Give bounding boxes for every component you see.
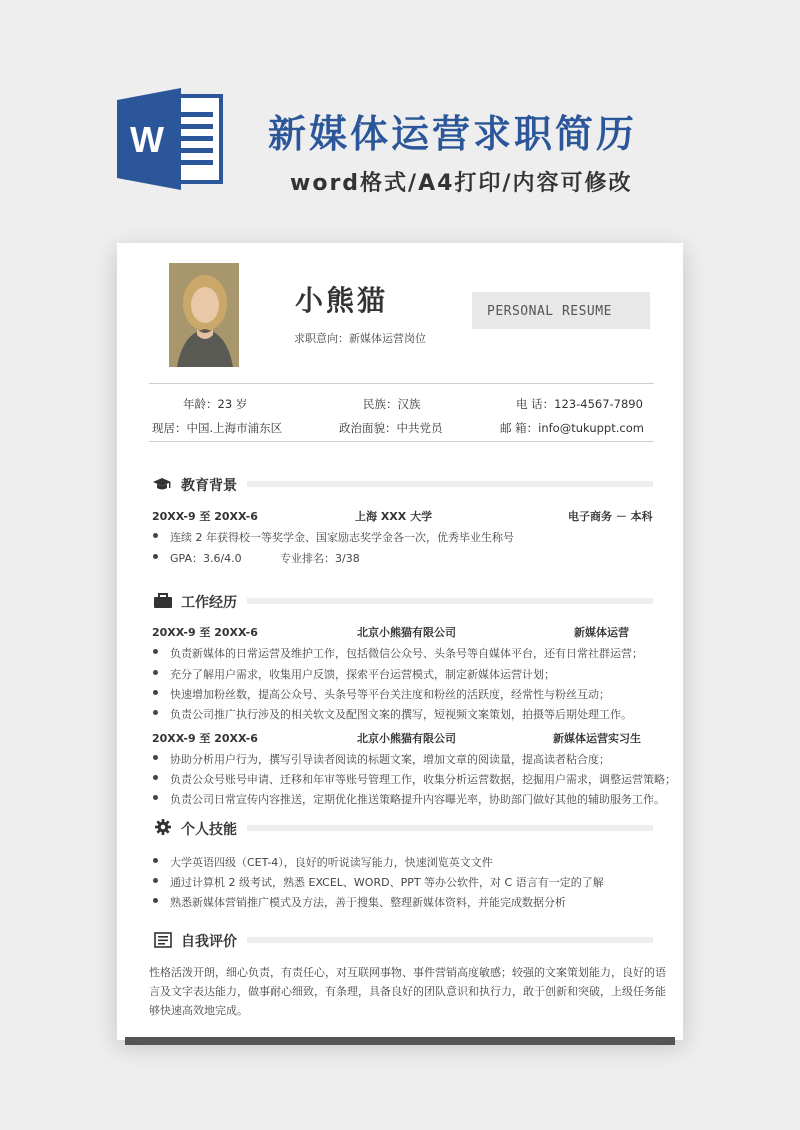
info-phone: 电 话：123-4567-7890 [516,397,643,411]
page-bottom-bar [125,1037,675,1045]
job-role: 新媒体运营实习生 [553,732,641,745]
banner [0,0,800,240]
edu-school: 上海 XXX 大学 [355,510,433,523]
job-item: 负责公司推广执行涉及的相关软文及配图文案的撰写，短视频文案策划，拍摄等后期处理工作。 [170,708,632,721]
bullet [153,554,158,559]
section-title-work: 工作经历 [181,595,237,611]
resume-label: PERSONAL RESUME [487,304,612,319]
job-item: 快速增加粉丝数，提高公众号、头条号等平台关注度和粉丝的活跃度，经常性与粉丝互动； [170,688,610,701]
banner-subtitle: word格式/A4打印/内容可修改 [290,171,633,196]
self-eval-text [149,963,666,1020]
document-icon [154,932,172,948]
bullet [153,649,158,654]
resume-page [117,243,683,1040]
info-residence: 现居：中国.上海市浦东区 [152,421,283,435]
bullet [153,670,158,675]
skill-item: 熟悉新媒体营销推广模式及方法，善于搜集、整理新媒体资料，并能完成数据分析 [170,896,566,909]
graduation-cap-icon [153,476,171,492]
divider [149,441,654,442]
section-bar [247,937,653,943]
bullet [153,533,158,538]
svg-text:W: W [130,119,164,160]
job-period: 20XX-9 至 20XX-6 [152,626,258,639]
skill-item: 通过计算机 2 级考试，熟悉 EXCEL、WORD、PPT 等办公软件，对 C 语言有一定的了解 [170,876,604,889]
divider [149,383,654,384]
job-period: 20XX-9 至 20XX-6 [152,732,258,745]
banner-title: 新媒体运营求职简历 [268,112,638,156]
bullet [153,775,158,780]
edu-major: 电子商务 － 本科 [568,510,653,523]
bullet [153,858,158,863]
job-company: 北京小熊猫有限公司 [357,626,456,639]
word-logo-icon [117,88,225,190]
skill-item: 大学英语四级（CET-4），良好的听说读写能力，快速浏览英文文件 [170,856,493,869]
profile-photo [169,263,239,367]
info-age: 年龄：23 岁 [183,397,248,411]
section-title-skills: 个人技能 [181,822,237,838]
self-eval-line: 言及文字表达能力，做事耐心细致，有条理，具备良好的团队意识和执行力，敢于创新和突破，上级任务能 [149,985,666,998]
job-item: 充分了解用户需求，收集用户反馈，探索平台运营模式，制定新媒体运营计划； [170,668,555,681]
section-bar [247,825,653,831]
info-political: 政治面貌：中共党员 [339,421,443,435]
job-item: 负责新媒体的日常运营及维护工作，包括微信公众号、头条号等自媒体平台，还有日常社群运营； [170,647,643,660]
bullet [153,898,158,903]
section-bar [247,481,653,487]
self-eval-line: 够快速高效地完成。 [149,1004,248,1017]
bullet [153,690,158,695]
job-role: 新媒体运营 [574,626,629,639]
bullet [153,878,158,883]
self-eval-line: 性格活泼开朗，细心负责，有责任心，对互联网事物、事件营销高度敏感；较强的文案策划能力，良好的语 [149,966,666,979]
bullet [153,710,158,715]
section-title-education: 教育背景 [181,478,237,494]
job-item: 协助分析用户行为，撰写引导读者阅读的标题文案，增加文章的阅读量，提高读者粘合度； [170,753,610,766]
edu-gpa: GPA：3.6/4.0 [170,552,242,565]
bullet [153,795,158,800]
briefcase-icon [154,593,172,609]
job-company: 北京小熊猫有限公司 [357,732,456,745]
job-item: 负责公众号账号申请、迁移和年审等账号管理工作，收集分析运营数据，挖掘用户需求，调整运营策略； [170,773,676,786]
edu-item: 连续 2 年获得校一等奖学金、国家励志奖学金各一次，优秀毕业生称号 [170,531,514,544]
bullet [153,755,158,760]
edu-period: 20XX-9 至 20XX-6 [152,510,258,523]
job-item: 负责公司日常宣传内容推送，定期优化推送策略提升内容曝光率，协助部门做好其他的辅助服务工作。 [170,793,665,806]
section-bar [247,598,653,604]
section-title-self-eval: 自我评价 [181,934,237,950]
info-email: 邮 箱：info@tukuppt.com [500,421,644,435]
edu-rank: 专业排名：3/38 [280,552,360,565]
gear-icon [154,819,172,835]
candidate-name: 小熊猫 [295,284,389,317]
info-ethnicity: 民族：汉族 [363,397,421,411]
job-intent: 求职意向：新媒体运营岗位 [294,332,426,345]
